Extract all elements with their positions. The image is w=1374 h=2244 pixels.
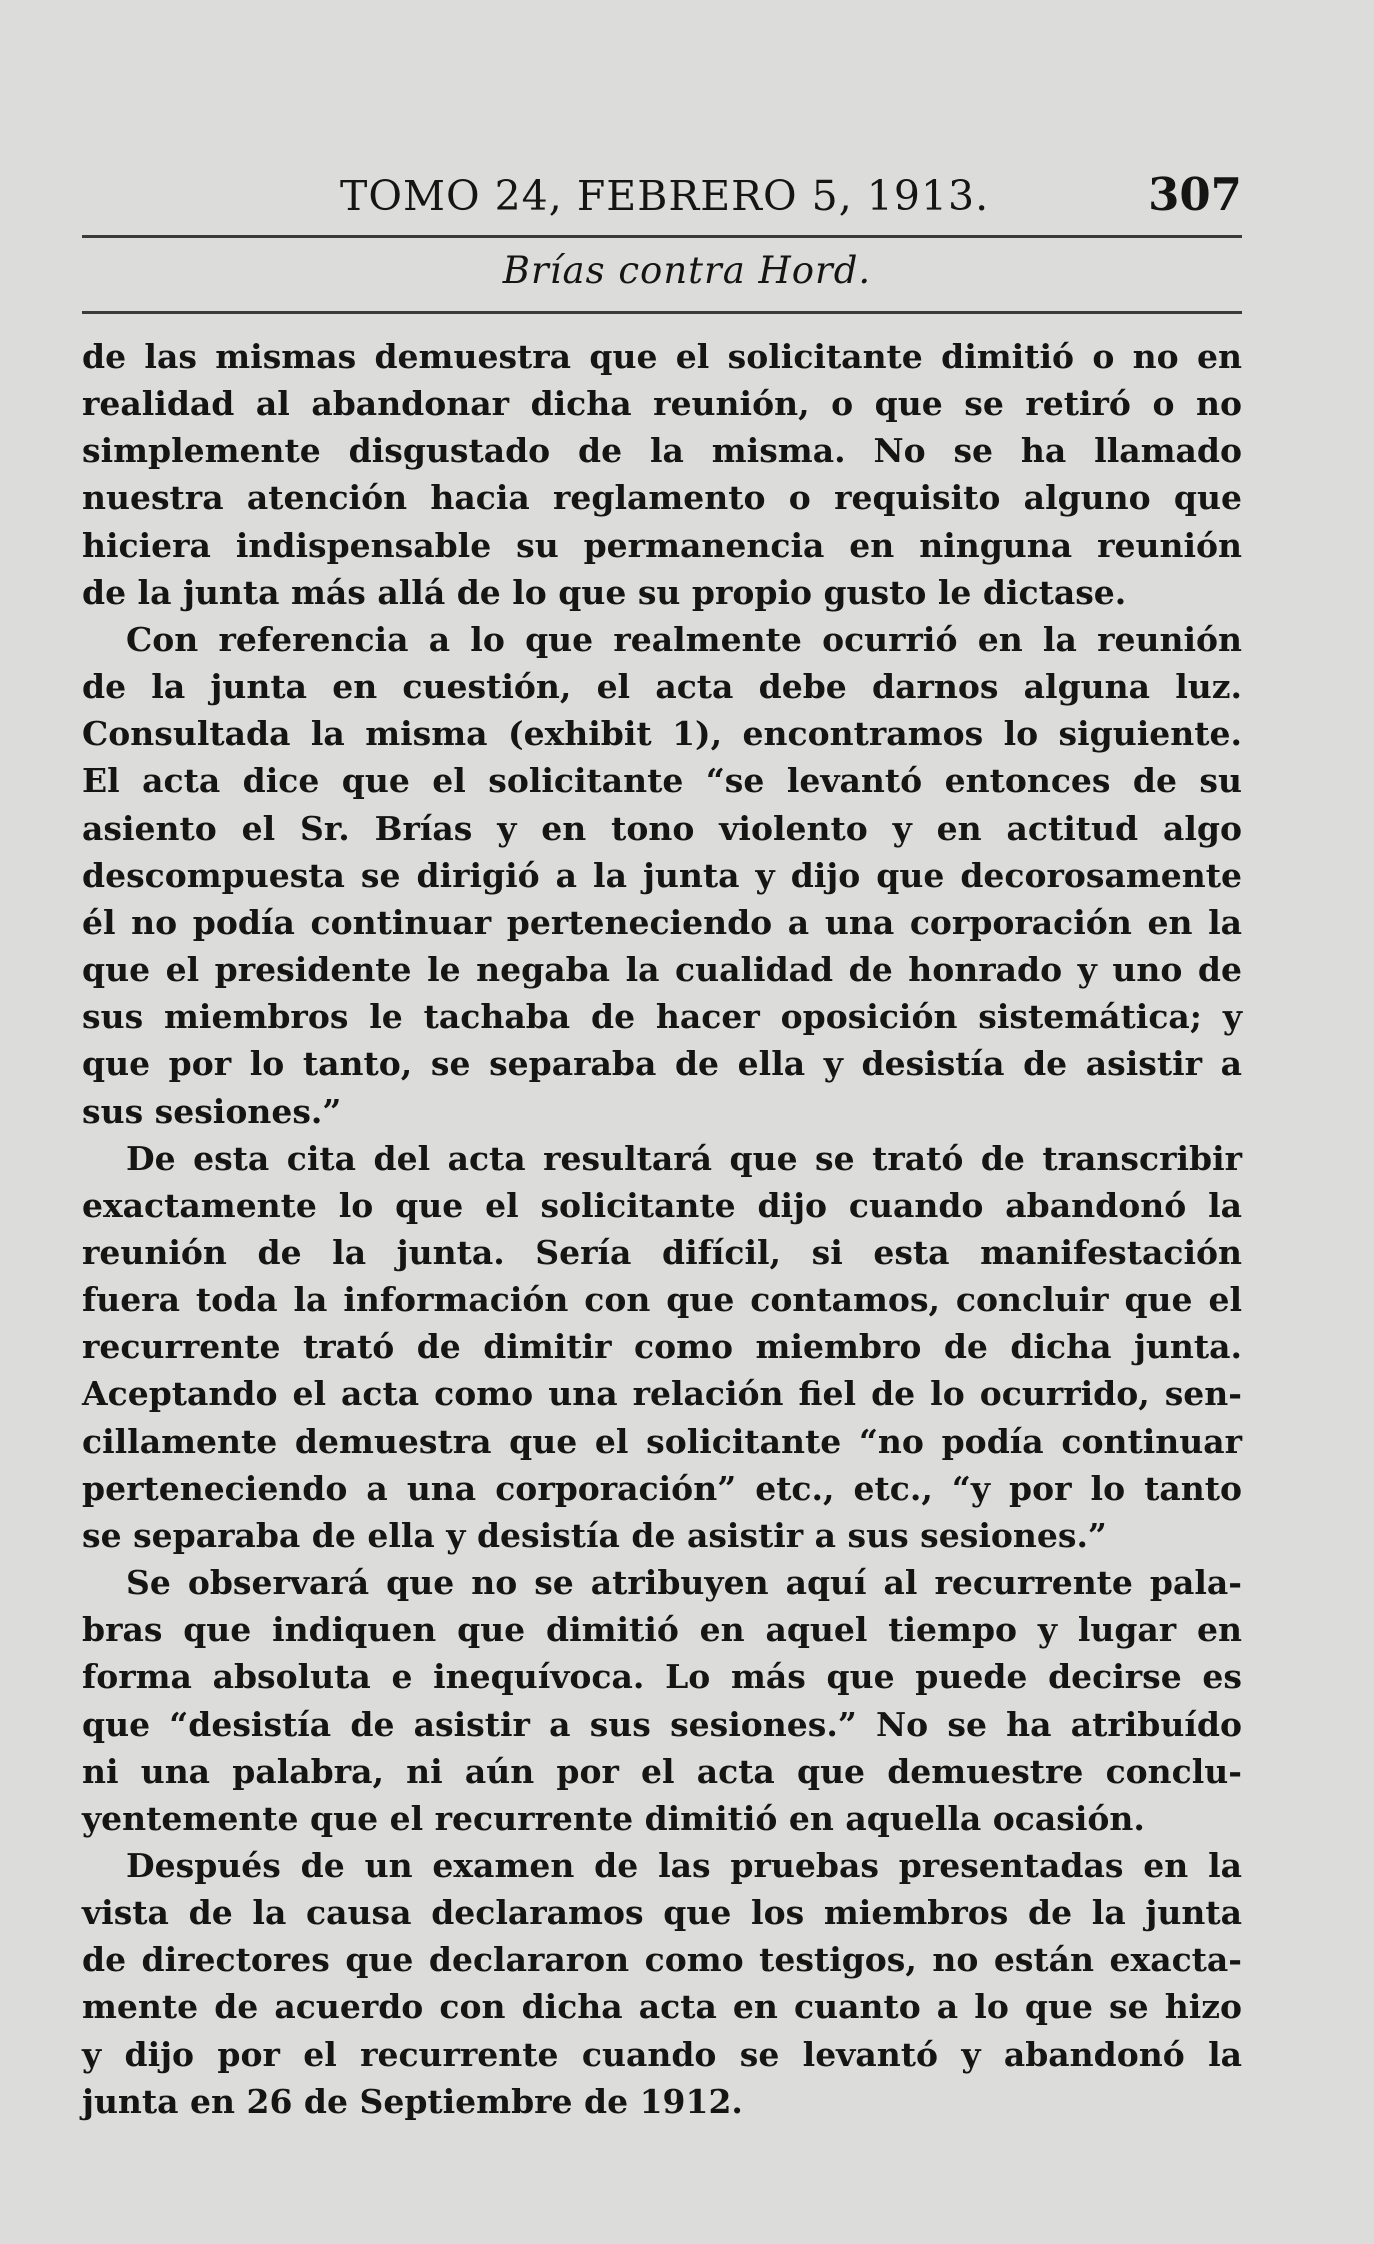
body-line: El acta dice que el solicitante “se levantó entonces de su	[82, 761, 1242, 801]
body-line: hiciera indispensable su permanencia en ninguna reunión	[82, 525, 1242, 565]
body-line: perteneciendo a una corporación” etc., etc., “y por lo tanto	[82, 1468, 1242, 1508]
body-line: fuera toda la información con que contamos, concluir que el	[82, 1280, 1242, 1320]
body-line: realidad al abandonar dicha reunión, o que se retiró o no	[82, 384, 1242, 424]
body-line: De esta cita del acta resultará que se trató de transcribir	[126, 1138, 1242, 1178]
body-line: Se observará que no se atribuyen aquí al recurrente pala-	[126, 1563, 1242, 1603]
body-line: vista de la causa declaramos que los miembros de la junta	[82, 1893, 1242, 1933]
case-title: Brías contra Hord.	[502, 249, 872, 292]
body-line: bras que indiquen que dimitió en aquel tiempo y lugar en	[82, 1610, 1242, 1650]
body-line: él no podía continuar perteneciendo a una corporación en la	[82, 902, 1242, 942]
running-head: TOMO 24, FEBRERO 5, 1913.	[340, 172, 990, 220]
body-line: forma absoluta e inequívoca. Lo más que puede decirse es	[82, 1657, 1242, 1697]
body-line: Aceptando el acta como una relación fiel de lo ocurrido, sen-	[82, 1374, 1242, 1414]
body-line: y dijo por el recurrente cuando se levantó y abandonó la	[82, 2034, 1242, 2074]
body-line: de las mismas demuestra que el solicitante dimitió o no en	[82, 337, 1242, 376]
body-line: recurrente trató de dimitir como miembro de dicha junta.	[82, 1327, 1242, 1367]
body-line: Con referencia a lo que realmente ocurrió en la reunión	[126, 619, 1242, 659]
body-line: de directores que declararon como testigos, no están exacta-	[82, 1940, 1242, 1980]
body-line: que por lo tanto, se separaba de ella y desistía de asistir a	[82, 1044, 1242, 1084]
body-line: mente de acuerdo con dicha acta en cuanto a lo que se hizo	[82, 1987, 1242, 2027]
body-line: se separaba de ella y desistía de asistir a sus sesiones.”	[82, 1515, 1107, 1555]
body-line: Después de un examen de las pruebas presentadas en la	[126, 1846, 1242, 1885]
body-text	[82, 333, 1242, 2125]
body-line: cillamente demuestra que el solicitante “no podía continuar	[82, 1421, 1242, 1461]
body-line: que el presidente le negaba la cualidad de honrado y uno de	[82, 950, 1242, 990]
body-line: ni una palabra, ni aún por el acta que demuestre conclu-	[82, 1751, 1242, 1791]
body-line: yentemente que el recurrente dimitió en aquella ocasión.	[82, 1798, 1145, 1838]
body-line: Consultada la misma (exhibit 1), encontramos lo siguiente.	[82, 714, 1242, 754]
body-line: de la junta más allá de lo que su propio gusto le dictase.	[82, 572, 1127, 612]
body-line: descompuesta se dirigió a la junta y dijo que decorosamente	[82, 855, 1242, 895]
body-line: junta en 26 de Septiembre de 1912.	[82, 2081, 743, 2121]
header-rule-bottom	[82, 311, 1242, 314]
header-rule-top	[82, 235, 1242, 238]
body-line: de la junta en cuestión, el acta debe darnos alguna luz.	[82, 667, 1242, 707]
body-line: reunión de la junta. Sería difícil, si esta manifestación	[82, 1232, 1242, 1272]
body-line: exactamente lo que el solicitante dijo cuando abandonó la	[82, 1185, 1242, 1225]
body-line: simplemente disgustado de la misma. No se ha llamado	[82, 431, 1242, 471]
body-line: asiento el Sr. Brías y en tono violento y en actitud algo	[82, 808, 1242, 848]
body-line: sus miembros le tachaba de hacer oposición sistemática; y	[82, 997, 1242, 1037]
page-number: 307	[1148, 168, 1242, 221]
body-line: que “desistía de asistir a sus sesiones.” No se ha atribuído	[82, 1704, 1242, 1744]
body-line: sus sesiones.”	[82, 1091, 342, 1131]
body-line: nuestra atención hacia reglamento o requisito alguno que	[82, 478, 1242, 518]
